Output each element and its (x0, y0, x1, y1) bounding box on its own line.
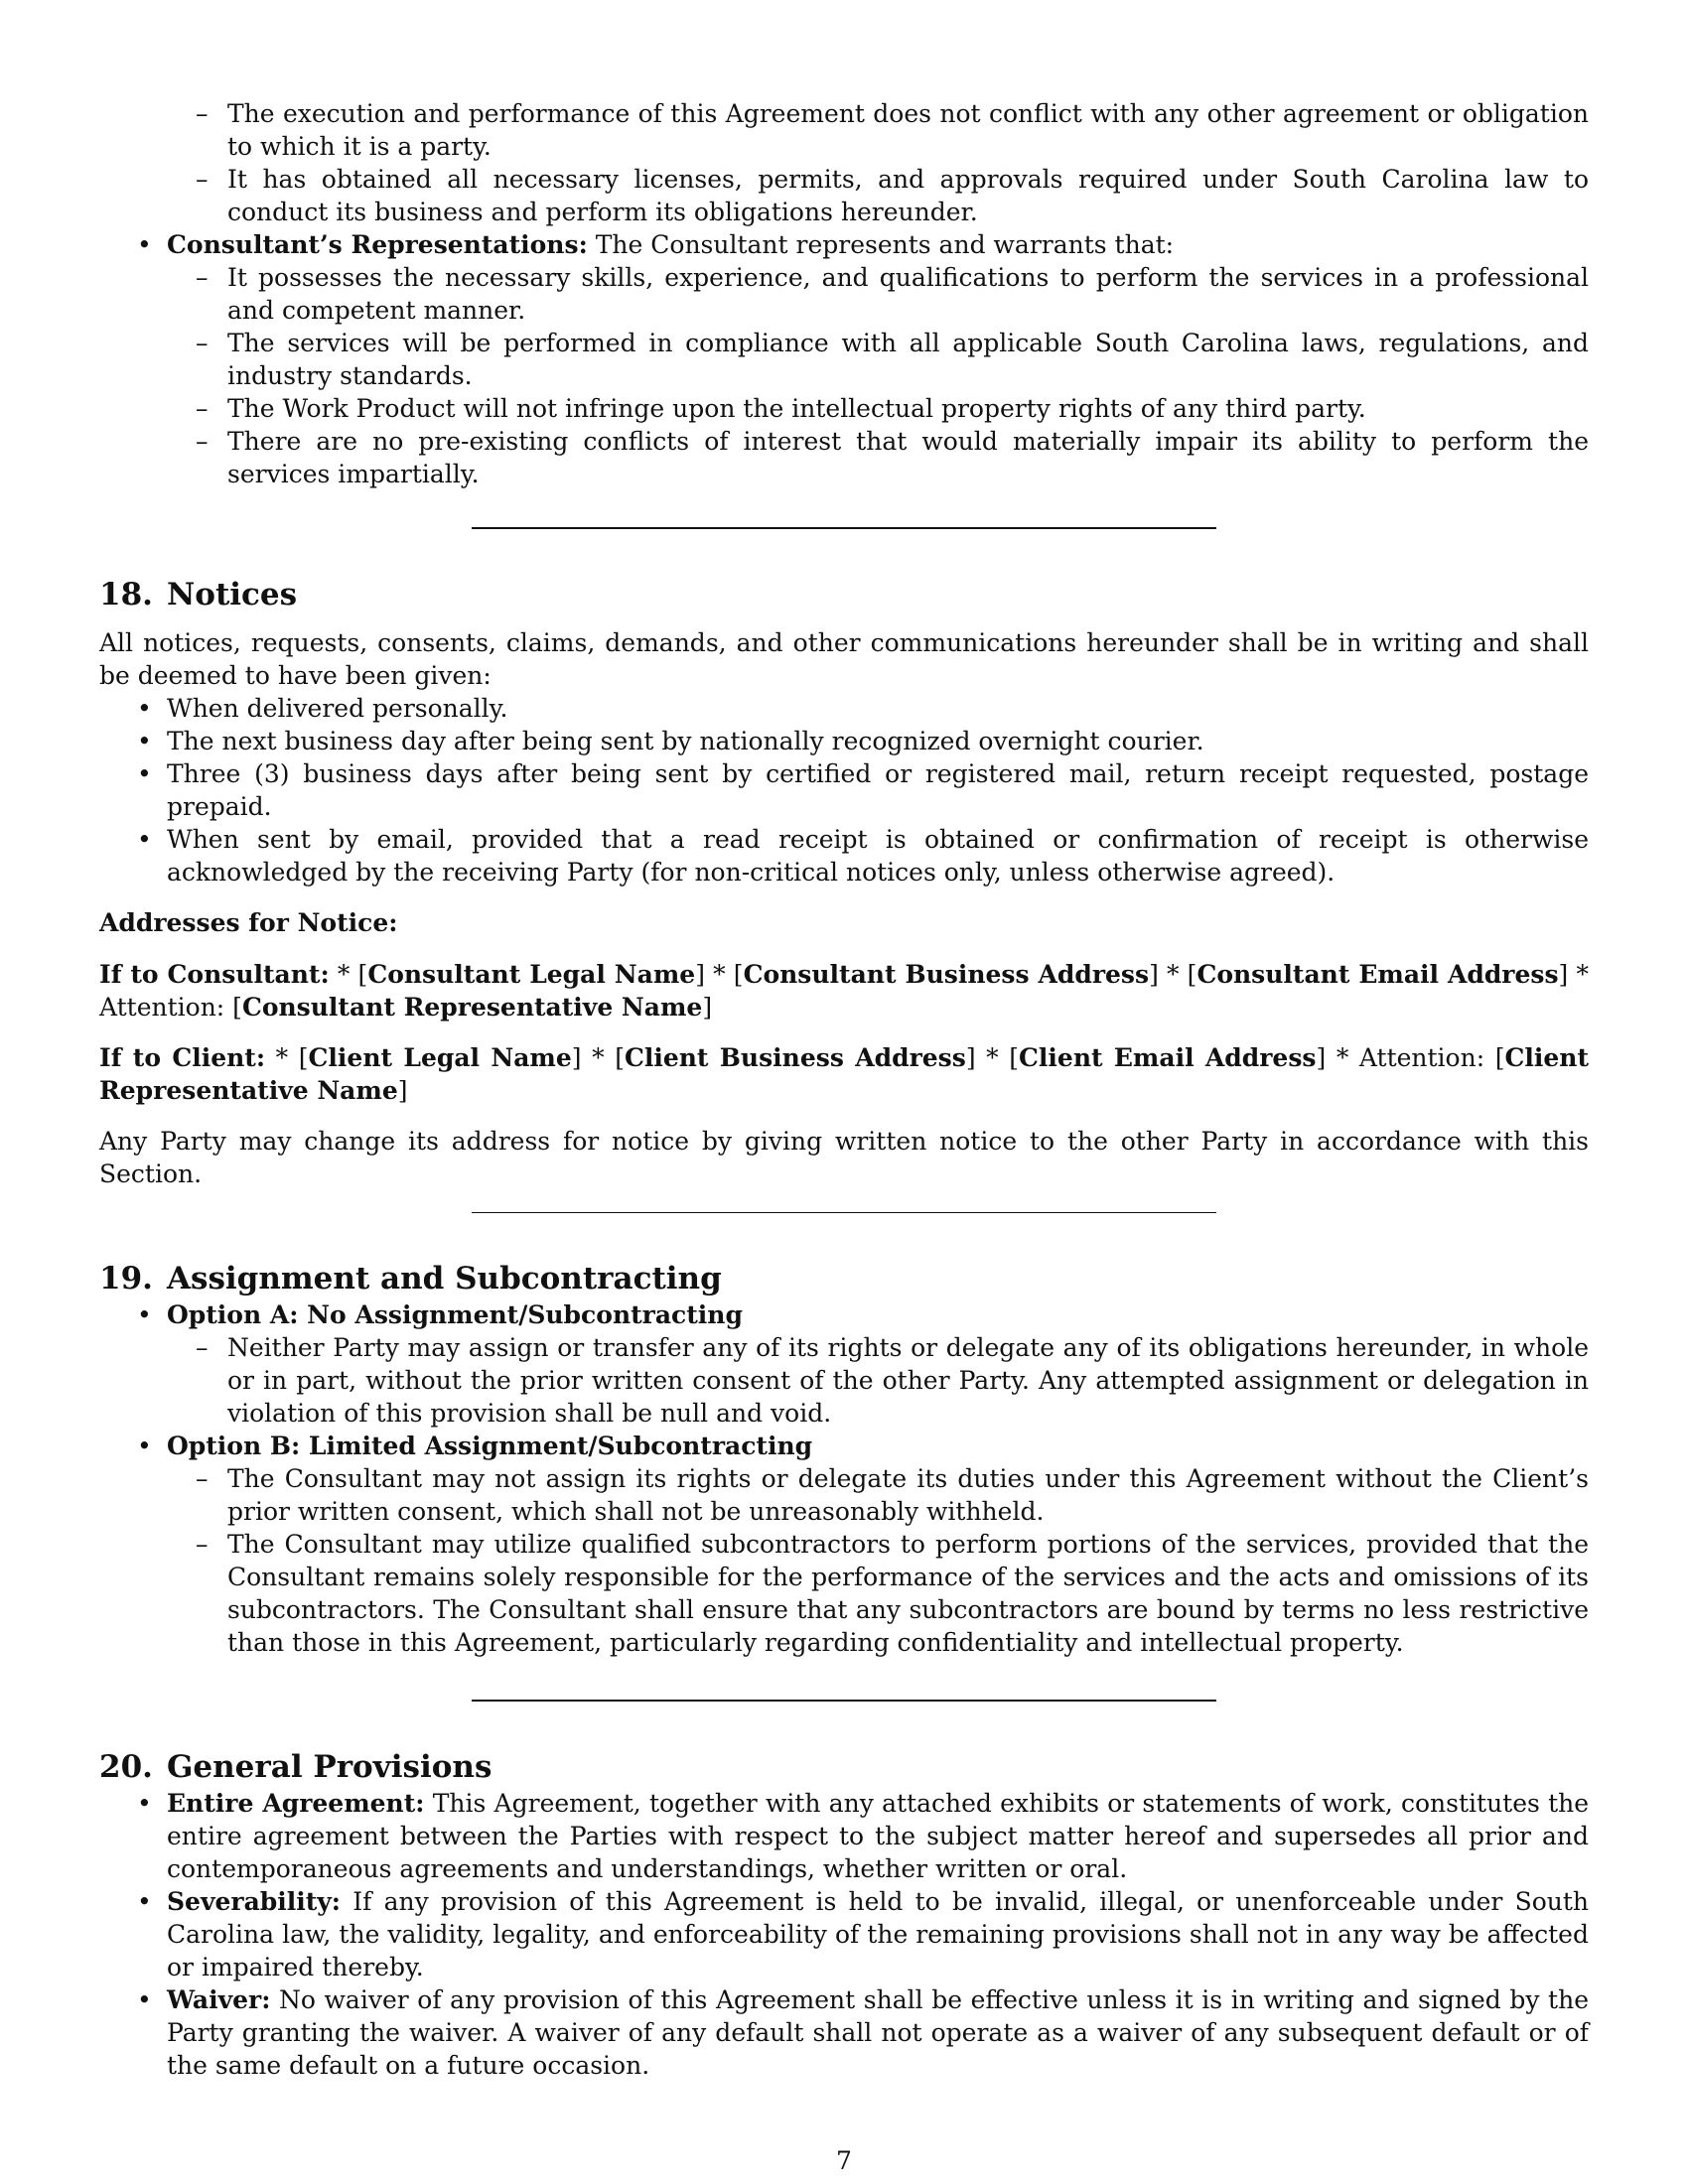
client-legal-name: Client Legal Name (308, 1043, 572, 1072)
list-item: – The Work Product will not infringe upon the intellectual property rights of any third party. (227, 392, 1589, 425)
addresses-heading-text: Addresses for Notice: (99, 908, 398, 937)
client-address: If to Client: * [Client Legal Name] * [Client Business Address] * [Client Email Address] * Attention: [Client Representative Name] (99, 1043, 1589, 1105)
section-number: 18. (99, 577, 153, 613)
consultant-address-label: If to Consultant: (99, 960, 330, 989)
list-item-severability (167, 1885, 1589, 1983)
list-item-entire-agreement (167, 1787, 1589, 1885)
assignment-options-list (99, 1298, 1589, 1659)
consultant-address: If to Consultant: * [Consultant Legal Name] * [Consultant Business Address] * [Consultant Email Address] * Attention: [Consultant Representative Name] (99, 960, 1589, 1022)
general-provisions-list (99, 1787, 1589, 2082)
provision-label: Entire Agreement: (167, 1789, 425, 1818)
consultant-email-address: Consultant Email Address (1196, 960, 1559, 989)
section-title: Notices (166, 577, 298, 613)
provision-text: This Agreement, together with any attached exhibits or statements of work, constitutes the entire agreement between the Parties with respect to the subject matter hereof and supersedes all prior and contemporaneous agreements and understandings, whether written or oral. (167, 1789, 1590, 1883)
separator: * (975, 1043, 1010, 1072)
section-18-heading (99, 575, 1589, 614)
list-item: – Neither Party may assign or transfer any of its rights or delegate any of its obligations hereunder, in whole or in part, without the prior written consent of the other Party. Any attempted assignment or delegation in violation of this provision shall be null and void. (227, 1331, 1589, 1430)
document-page (99, 97, 1589, 2082)
horizontal-rule (472, 1212, 1216, 1213)
list-item: – The services will be performed in compliance with all applicable South Carolina laws, regulations, and industry standards. (227, 327, 1589, 392)
option-a-label: Option A: No Assignment/Subcontracting (167, 1300, 743, 1329)
list-item-waiver (167, 1983, 1589, 2082)
list-item: – The execution and performance of this Agreement does not conflict with any other agreement or obligation to which it is a party. (227, 97, 1589, 163)
provision-label: Severability: (167, 1887, 342, 1916)
notices-closing: Any Party may change its address for notice by giving written notice to the other Party in accordance with this Section. (99, 1127, 1589, 1188)
client-email-address: Client Email Address (1019, 1043, 1317, 1072)
separator: * (1158, 960, 1188, 989)
list-item: – The Consultant may not assign its rights or delegate its duties under this Agreement without the Client’s prior written consent, which shall not be unreasonably withheld. (227, 1462, 1589, 1528)
list-item: • The next business day after being sent by nationally recognized overnight courier. (167, 725, 1589, 757)
horizontal-rule (472, 527, 1216, 529)
provision-text: If any provision of this Agreement is held to be invalid, illegal, or unenforceable under South Carolina law, the validity, legality, and enforceability of the remaining provisions shall not in any way be affected or impaired thereby. (167, 1887, 1589, 1981)
client-representative-name: Client Representative Name (99, 1043, 1589, 1105)
list-item: • When sent by email, provided that a read receipt is obtained or confirmation of receipt is otherwise acknowledged by the receiving Party (for non-critical notices only, unless otherwise agreed). (167, 823, 1589, 888)
section-number: 19. (99, 1261, 153, 1297)
consultant-representations-label: Consultant’s Representations: (167, 230, 588, 259)
separator: * (1326, 1043, 1359, 1072)
option-b-label: Option B: Limited Assignment/Subcontracting (167, 1432, 813, 1460)
section-title: Assignment and Subcontracting (166, 1261, 722, 1297)
client-address-label: If to Client: (99, 1043, 266, 1072)
separator: * (704, 960, 734, 989)
list-item-option-a (167, 1298, 1589, 1430)
list-item: • When delivered personally. (167, 692, 1589, 725)
list-item: – It possesses the necessary skills, experience, and qualifications to perform the services in a professional and competent manner. (227, 261, 1589, 327)
section-number: 20. (99, 1749, 153, 1785)
list-item: – It has obtained all necessary licenses, permits, and approvals required under South Carolina law to conduct its business and perform its obligations hereunder. (227, 163, 1589, 228)
consultant-legal-name: Consultant Legal Name (367, 960, 696, 989)
section-19-heading (99, 1259, 1589, 1298)
option-b-sublist (167, 1462, 1589, 1659)
addresses-heading (99, 906, 1589, 939)
separator: * (581, 1043, 616, 1072)
list-item-consultant-representations (167, 228, 1589, 490)
attention-label: Attention: (99, 993, 225, 1022)
option-a-sublist (167, 1331, 1589, 1430)
provision-label: Waiver: (167, 1985, 271, 2014)
separator: * (1568, 960, 1589, 989)
notices-list (99, 692, 1589, 888)
attention-label: Attention: (1358, 1043, 1485, 1072)
page-number: 7 (836, 2146, 852, 2175)
consultant-representations-text: The Consultant represents and warrants that: (587, 230, 1175, 259)
notices-intro: All notices, requests, consents, claims, demands, and other communications hereunder shall be in writing and shall be deemed to have been given: (99, 628, 1589, 690)
provision-text: No waiver of any provision of this Agreement shall be effective unless it is in writing and signed by the Party granting the waiver. A waiver of any default shall not operate as a waiver of any subsequent default or of the same default on a future occasion. (167, 1985, 1589, 2080)
consultant-business-address: Consultant Business Address (743, 960, 1150, 989)
list-item: – The Consultant may utilize qualified subcontractors to perform portions of the services, provided that the Consultant remains solely responsible for the performance of the services and the acts and omissions of its subcontractors. The Consultant shall ensure that any subcontractors are bound by terms no less restrictive than those in this Agreement, particularly regarding confidentiality and intellectual property. (227, 1528, 1589, 1659)
representations-list (99, 228, 1589, 490)
section-title: General Provisions (166, 1749, 492, 1785)
list-item: • Three (3) business days after being sent by certified or registered mail, return receipt requested, postage prepaid. (167, 757, 1589, 823)
consultant-representations-sublist (167, 261, 1589, 490)
consultant-representative-name: Consultant Representative Name (241, 993, 703, 1022)
section-20-heading (99, 1747, 1589, 1787)
list-item-option-b (167, 1430, 1589, 1659)
separator: * (265, 1043, 299, 1072)
horizontal-rule (472, 1700, 1216, 1702)
separator: * (329, 960, 358, 989)
list-item: – There are no pre-existing conflicts of interest that would materially impair its ability to perform the services impartially. (227, 425, 1589, 490)
client-business-address: Client Business Address (624, 1043, 966, 1072)
continuation-list (99, 97, 1589, 228)
